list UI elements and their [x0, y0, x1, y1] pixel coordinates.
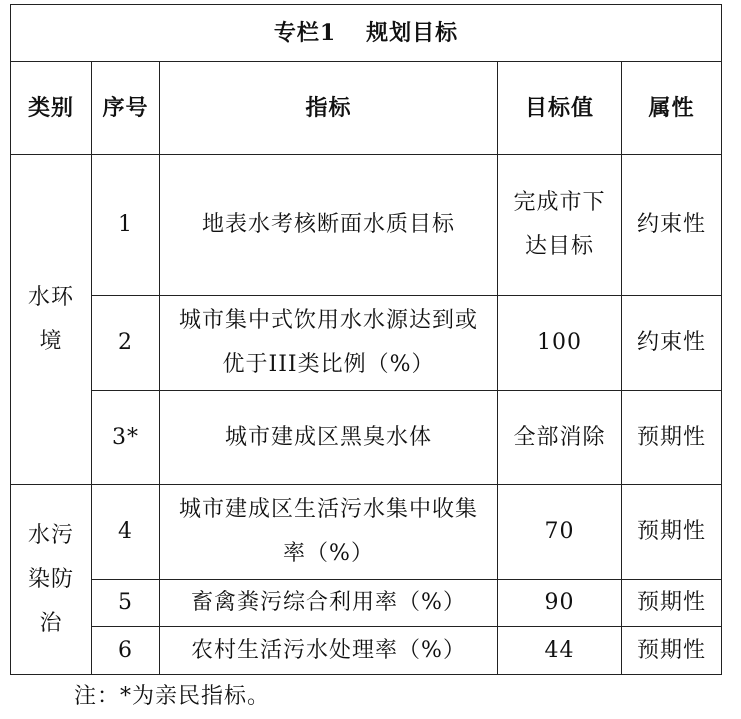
table-row: [11, 391, 722, 485]
table-row: [11, 627, 722, 675]
row-target: 全部消除: [498, 391, 622, 485]
row-indicator: 城市建成区生活污水集中收集率（%）: [160, 485, 498, 580]
row-attribute: 预期性: [622, 580, 722, 627]
row-target: 90: [498, 580, 622, 627]
table-title-prefix: 专栏1: [273, 20, 337, 46]
row-seq: 5: [92, 580, 160, 627]
row-seq: 2: [92, 296, 160, 391]
row-indicator: 地表水考核断面水质目标: [160, 155, 498, 296]
row-attribute: 预期性: [622, 485, 722, 580]
row-target: 100: [498, 296, 622, 391]
row-target: 70: [498, 485, 622, 580]
row-attribute: 预期性: [622, 391, 722, 485]
row-target: 完成市下达目标: [498, 155, 622, 296]
category-water-environment: 水环境: [11, 155, 92, 485]
row-target: 44: [498, 627, 622, 675]
row-indicator: 城市集中式饮用水水源达到或优于III类比例（%）: [160, 296, 498, 391]
header-attribute: 属性: [622, 62, 722, 155]
row-indicator: 畜禽粪污综合利用率（%）: [160, 580, 498, 627]
row-seq: 6: [92, 627, 160, 675]
header-seq: 序号: [92, 62, 160, 155]
row-attribute: 预期性: [622, 627, 722, 675]
table-row: [11, 485, 722, 580]
row-seq: 4: [92, 485, 160, 580]
row-attribute: 约束性: [622, 296, 722, 391]
table-row: [11, 296, 722, 391]
row-seq: 1: [92, 155, 160, 296]
header-indicator: 指标: [160, 62, 498, 155]
row-seq: 3*: [92, 391, 160, 485]
table-title-main: 规划目标: [366, 20, 459, 46]
table-title: [11, 5, 722, 62]
row-indicator: 农村生活污水处理率（%）: [160, 627, 498, 675]
table-row: [11, 580, 722, 627]
footnote: 注：*为亲民指标。: [74, 684, 271, 709]
header-category: 类别: [11, 62, 92, 155]
header-row: [11, 62, 722, 155]
table-row: [11, 155, 722, 296]
planning-targets-table: [10, 4, 722, 675]
header-target: 目标值: [498, 62, 622, 155]
row-indicator: 城市建成区黑臭水体: [160, 391, 498, 485]
category-water-pollution: 水污染防治: [11, 485, 92, 675]
row-attribute: 约束性: [622, 155, 722, 296]
